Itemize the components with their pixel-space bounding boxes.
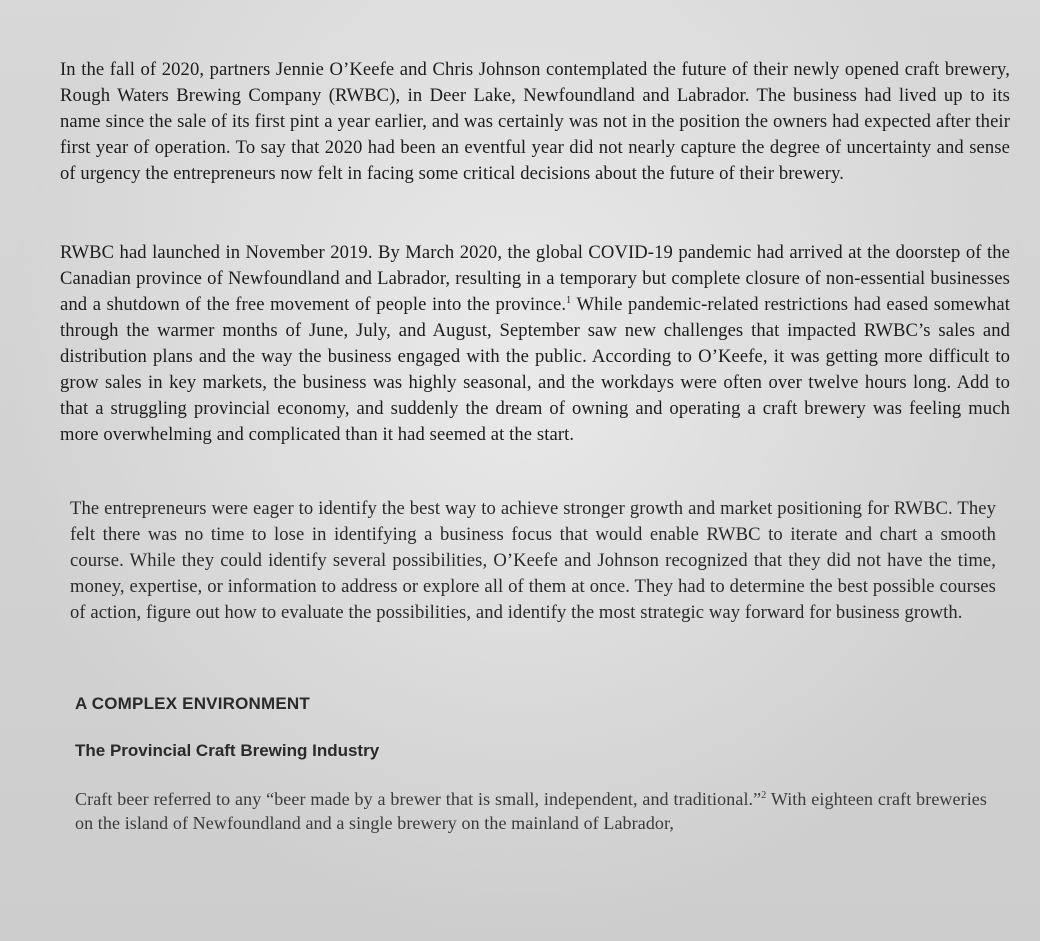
footnote-marker-1: 1	[566, 294, 572, 306]
craft-beer-paragraph-text-a: Craft beer referred to any “beer made by a brewer that is small, independent, and traditional.”	[75, 789, 762, 809]
section-heading: A COMPLEX ENVIRONMENT	[75, 694, 310, 713]
craft-beer-paragraph-text-b: With eighteen craft breweries on the island of Newfoundland and a single brewery on the mainland of Labrador,	[75, 789, 987, 833]
launch-paragraph-text-a: RWBC had launched in November 2019. By March 2020, the global COVID-19 pandemic had arrived at the doorstep of the Canadian province of Newfoundland and Labrador, resulting in a temporary but complete closure of non-essential businesses and a shutdown of the free movement of people into the province.	[60, 242, 1010, 315]
launch-paragraph-text-b: While pandemic-related restrictions had eased somewhat through the warmer months of June, July, and August, September saw new challenges that impacted RWBC’s sales and distribution plans and the way the business engaged with the public. According to O’Keefe, it was getting more difficult to grow sales in key markets, the business was highly seasonal, and the workdays were often over twelve hours long. Add to that a struggling provincial economy, and suddenly the dream of owning and operating a craft brewery was feeling much more overwhelming and complicated than it had seemed at the start.	[60, 294, 1011, 445]
launch-paragraph	[60, 240, 1010, 448]
intro-paragraph: In the fall of 2020, partners Jennie O’Keefe and Chris Johnson contemplated the future of their newly opened craft brewery, Rough Waters Brewing Company (RWBC), in Deer Lake, Newfoundland and Labrador. The business had lived up to its name since the sale of its first pint a year earlier, and was certainly was not in the position the owners had expected after their first year of operation. To say that 2020 had been an eventful year did not nearly capture the degree of uncertainty and sense of urgency the entrepreneurs now felt in facing some critical decisions about the future of their brewery.	[60, 59, 1010, 184]
craft-beer-paragraph	[75, 787, 987, 835]
footnote-marker-2: 2	[761, 790, 767, 801]
growth-paragraph: The entrepreneurs were eager to identify the best way to achieve stronger growth and market positioning for RWBC. They felt there was no time to lose in identifying a business focus that would enable RWBC to iterate and chart a smooth course. While they could identify several possibilities, O’Keefe and Johnson recognized that they did not have the time, money, expertise, or information to address or explore all of them at once. They had to determine the best possible courses of action, figure out how to evaluate the possibilities, and identify the most strategic way forward for business growth.	[70, 498, 996, 623]
subsection-heading: The Provincial Craft Brewing Industry	[75, 741, 380, 760]
